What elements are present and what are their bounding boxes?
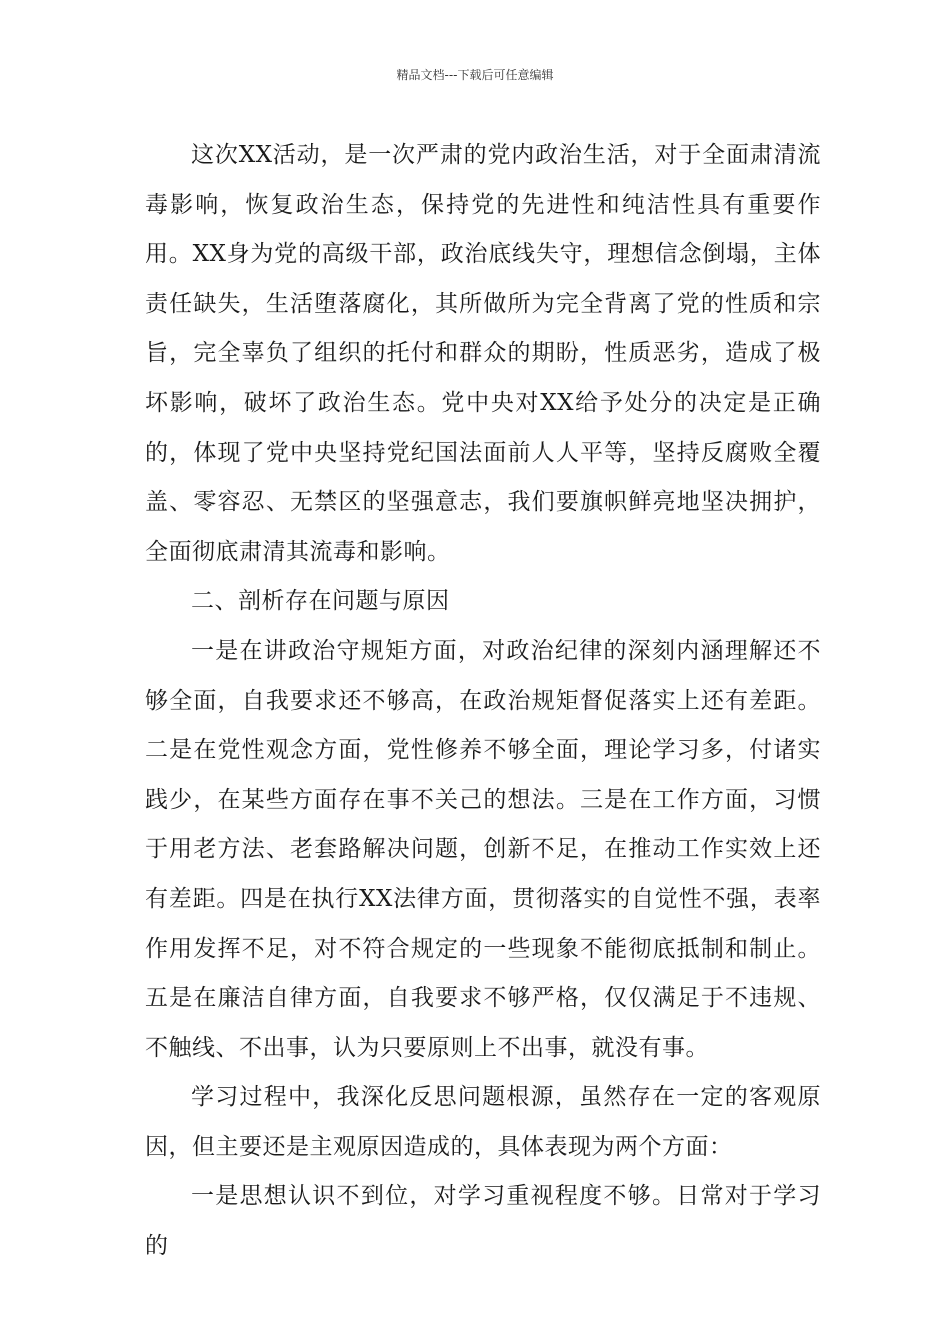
paragraph-3: 学习过程中，我深化反思问题根源，虽然存在一定的客观原因，但主要还是主观原因造成的，具体表现为两个方面： — [145, 1084, 821, 1160]
paragraph-1: 这次XX活动，是一次严肃的党内政治生活，对于全面肃清流毒影响，恢复政治生态，保持党的先进性和纯洁性具有重要作用。XX身为党的高级干部，政治底线失守，理想信念倒塌，主体责任缺失，生活堕落腐化，其所做所为完全背离了党的性质和宗旨，完全辜负了组织的托付和群众的期盼，性质恶劣，造成了极坏影响，破坏了政治生态。党中央对XX给予处分的决定是正确的，体现了党中央坚持党纪国法面前人人平等，坚持反腐败全覆盖、零容忍、无禁区的坚强意志，我们要旗帜鲜亮地坚决拥护，全面彻底肃清其流毒和影响。 — [145, 142, 821, 565]
paragraph-4: 一是思想认识不到位，对学习重视程度不够。日常对于学习的 — [145, 1183, 821, 1260]
document-body — [145, 131, 821, 1272]
section-heading: 二、剖析存在问题与原因 — [191, 588, 450, 615]
paragraph-2: 一是在讲政治守规矩方面，对政治纪律的深刻内涵理解还不够全面，自我要求还不够高，在政治规矩督促落实上还有差距。二是在党性观念方面，党性修养不够全面，理论学习多，付诸实践少，在某些方面存在事不关己的想法。三是在工作方面，习惯于用老方法、老套路解决问题，创新不足，在推动工作实效上还有差距。四是在执行XX法律方面，贯彻落实的自觉性不强，表率作用发挥不足，对不符合规定的一些现象不能彻底抵制和制止。五是在廉洁自律方面，自我要求不够严格，仅仅满足于不违规、不触线、不出事，认为只要原则上不出事，就没有事。 — [145, 637, 821, 1061]
page-header: 精品文档---下载后可任意编辑 — [396, 68, 554, 82]
